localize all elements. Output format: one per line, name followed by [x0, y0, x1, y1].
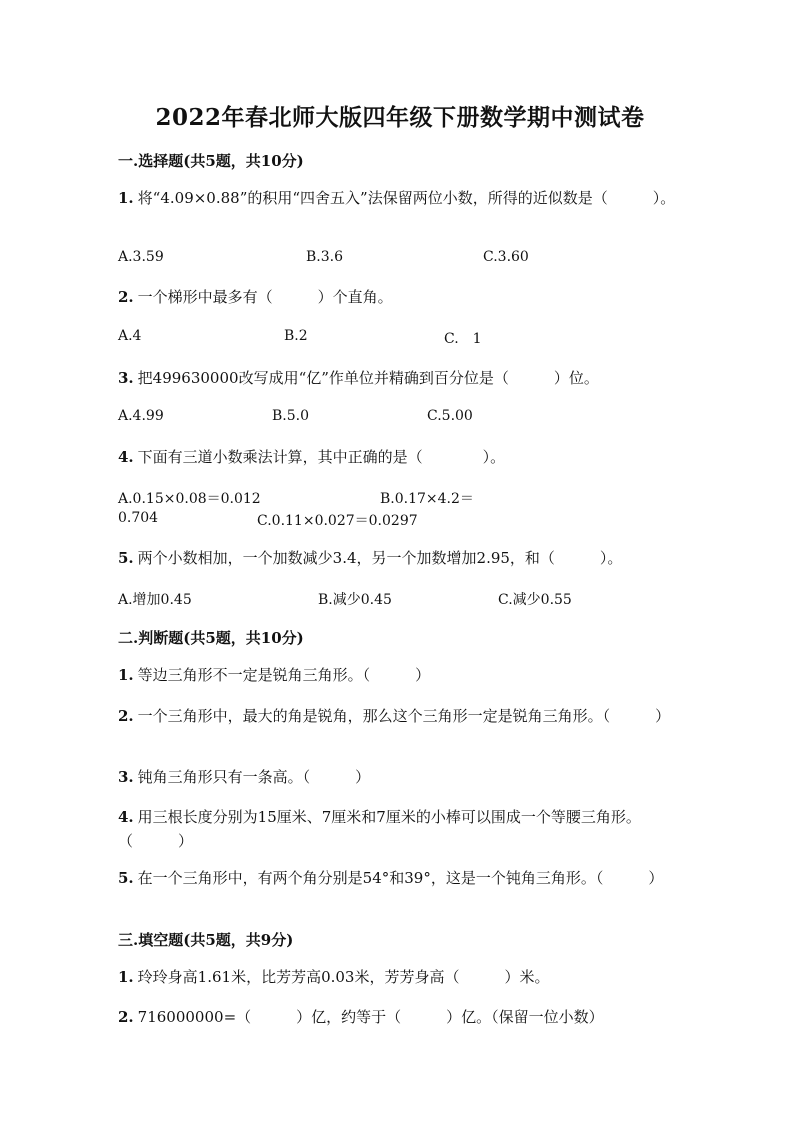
question	[118, 366, 688, 390]
question-text: 两个小数相加，一个加数减少3.4，另一个加数增加2.95，和（ ）。	[137, 549, 623, 567]
question	[118, 704, 688, 728]
option: B.减少0.45	[318, 592, 392, 608]
question-text: 等边三角形不一定是锐角三角形。（ ）	[137, 666, 431, 684]
question-number: 2.	[118, 707, 134, 725]
question	[118, 186, 688, 210]
question-text: 用三根长度分别为15厘米、7厘米和7厘米的小棒可以围成一个等腰三角形。（ ）	[118, 808, 641, 850]
section-heading: 二.判断题(共5题，共10分)	[118, 629, 304, 647]
question	[118, 445, 688, 469]
option: A.4	[118, 328, 142, 344]
question-text: 钝角三角形只有一条高。（ ）	[137, 768, 371, 786]
question	[118, 765, 688, 789]
option: C.0.11×0.027＝0.0297	[257, 513, 418, 529]
question-number: 4.	[118, 448, 134, 466]
options-row	[118, 408, 698, 432]
option: B.5.0	[272, 408, 310, 424]
question	[118, 965, 688, 989]
option: B.0.17×4.2＝	[380, 491, 474, 507]
options-row	[118, 589, 698, 613]
option: A.0.15×0.08＝0.012	[118, 491, 261, 507]
page-title: 2022年春北师大版四年级下册数学期中测试卷	[155, 104, 645, 131]
question-number: 5.	[118, 869, 134, 887]
question-text: 玲玲身高1.61米，比芳芳高0.03米，芳芳身高（ ）米。	[137, 968, 550, 986]
option: C.3.60	[483, 249, 529, 265]
option: A.4.99	[118, 408, 164, 424]
option: B.2	[284, 328, 308, 344]
question-text: 将“4.09×0.88”的积用“四舍五入”法保留两位小数，所得的近似数是（ ）。	[137, 189, 676, 207]
question-text: 一个梯形中最多有（ ）个直角。	[137, 288, 393, 306]
section-heading: 三.填空题(共5题，共9分)	[118, 931, 294, 949]
question-number: 3.	[118, 369, 134, 387]
question-text: 一个三角形中，最大的角是锐角，那么这个三角形一定是锐角三角形。（ ）	[137, 707, 671, 725]
options-row	[118, 328, 698, 352]
section-heading: 一.选择题(共5题，共10分)	[118, 152, 304, 170]
question-text: 716000000=（ ）亿，约等于（ ）亿。（保留一位小数）	[137, 1008, 604, 1026]
question-number: 2.	[118, 288, 134, 306]
question	[118, 1005, 688, 1029]
option: A.3.59	[118, 249, 164, 265]
question-number: 2.	[118, 1008, 134, 1026]
option: C. 1	[444, 331, 482, 347]
option: C.5.00	[427, 408, 473, 424]
option-continuation: 0.704	[118, 510, 159, 526]
question-text: 在一个三角形中，有两个角分别是54°和39°，这是一个钝角三角形。（ ）	[137, 869, 664, 887]
question	[118, 663, 688, 687]
question-number: 4.	[118, 808, 134, 826]
question-number: 1.	[118, 666, 134, 684]
question	[118, 866, 688, 890]
question	[118, 285, 688, 309]
question-number: 1.	[118, 189, 134, 207]
question	[118, 546, 688, 570]
question	[118, 805, 688, 853]
question-number: 5.	[118, 549, 134, 567]
question-text: 把499630000改写成用“亿”作单位并精确到百分位是（ ）位。	[137, 369, 599, 387]
option: C.减少0.55	[498, 592, 572, 608]
question-number: 3.	[118, 768, 134, 786]
option: B.3.6	[306, 249, 344, 265]
question-text: 下面有三道小数乘法计算，其中正确的是（ ）。	[137, 448, 506, 466]
question-number: 1.	[118, 968, 134, 986]
options-row	[118, 249, 698, 273]
option: A.增加0.45	[118, 592, 192, 608]
